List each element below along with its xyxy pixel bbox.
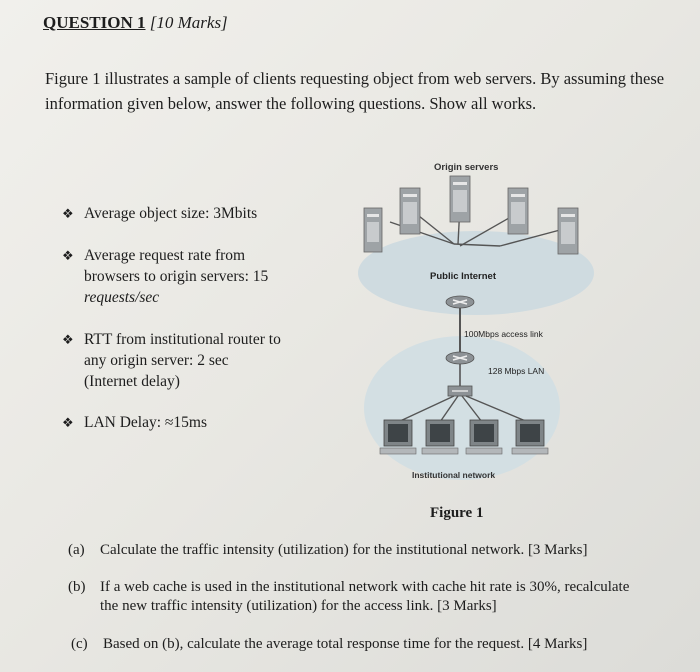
question-marks: [10 Marks] <box>149 13 228 32</box>
access-link-label: 100Mbps access link <box>464 329 543 339</box>
bullet-object-size <box>62 203 257 225</box>
question-line: Based on (b), calculate the average total response time for the request. [4 Marks] <box>103 636 588 652</box>
public-internet-label: Public Internet <box>430 271 496 282</box>
question-part-a <box>68 541 588 560</box>
switch-icon <box>448 386 472 396</box>
question-label: (a) <box>68 542 85 558</box>
pc-icon-4 <box>512 420 548 454</box>
server-icon-2 <box>400 188 420 234</box>
bullet-line: Average request rate from <box>84 247 246 264</box>
bullet-line: RTT from institutional router to <box>84 331 281 348</box>
bullet-line: LAN Delay: ≈15ms <box>84 414 208 431</box>
pc-icon-2 <box>422 420 458 454</box>
lan-label: 128 Mbps LAN <box>488 366 545 376</box>
question-label: (b) <box>68 579 86 595</box>
origin-servers-label: Origin servers <box>434 162 499 173</box>
router-icon-institutional <box>446 352 474 364</box>
server-icon-4 <box>508 188 528 234</box>
question-heading <box>43 13 228 33</box>
server-icon-1 <box>364 208 382 252</box>
figure-caption: Figure 1 <box>430 505 484 521</box>
router-icon-internet <box>446 296 474 308</box>
question-part-c <box>71 635 587 654</box>
question-line: Calculate the traffic intensity (utilization) for the institutional network. [3 Marks] <box>100 542 588 558</box>
bullet-line: requests/sec <box>84 289 160 306</box>
bullet-star-icon: ❖ <box>62 332 74 347</box>
question-number: QUESTION 1 <box>43 13 146 32</box>
network-diagram <box>350 150 600 500</box>
bullet-request-rate <box>62 245 268 308</box>
bullet-lan-delay <box>62 412 207 434</box>
bullet-rtt <box>62 329 281 392</box>
question-label: (c) <box>71 636 88 652</box>
bullet-star-icon: ❖ <box>62 415 74 430</box>
bullet-line: Average object size: 3Mbits <box>84 205 258 222</box>
bullet-line: (Internet delay) <box>84 373 180 390</box>
bullet-line: any origin server: 2 sec <box>84 352 229 369</box>
bullet-line: browsers to origin servers: 15 <box>84 268 269 285</box>
question-line: the new traffic intensity (utilization) for the access link. [3 Marks] <box>100 598 497 614</box>
institutional-network-label: Institutional network <box>412 470 496 480</box>
server-icon-5 <box>558 208 578 254</box>
pc-icon-1 <box>380 420 416 454</box>
bullet-star-icon: ❖ <box>62 248 74 263</box>
question-part-b <box>68 578 629 616</box>
server-icon-3 <box>450 176 470 222</box>
intro-paragraph: Figure 1 illustrates a sample of clients requesting object from web servers. By assuming these information given below, answer the following questions. Show all works. <box>45 69 665 113</box>
pc-icon-3 <box>466 420 502 454</box>
bullet-star-icon: ❖ <box>62 206 74 221</box>
question-line: If a web cache is used in the institutional network with cache hit rate is 30%, recalculate <box>100 579 630 595</box>
